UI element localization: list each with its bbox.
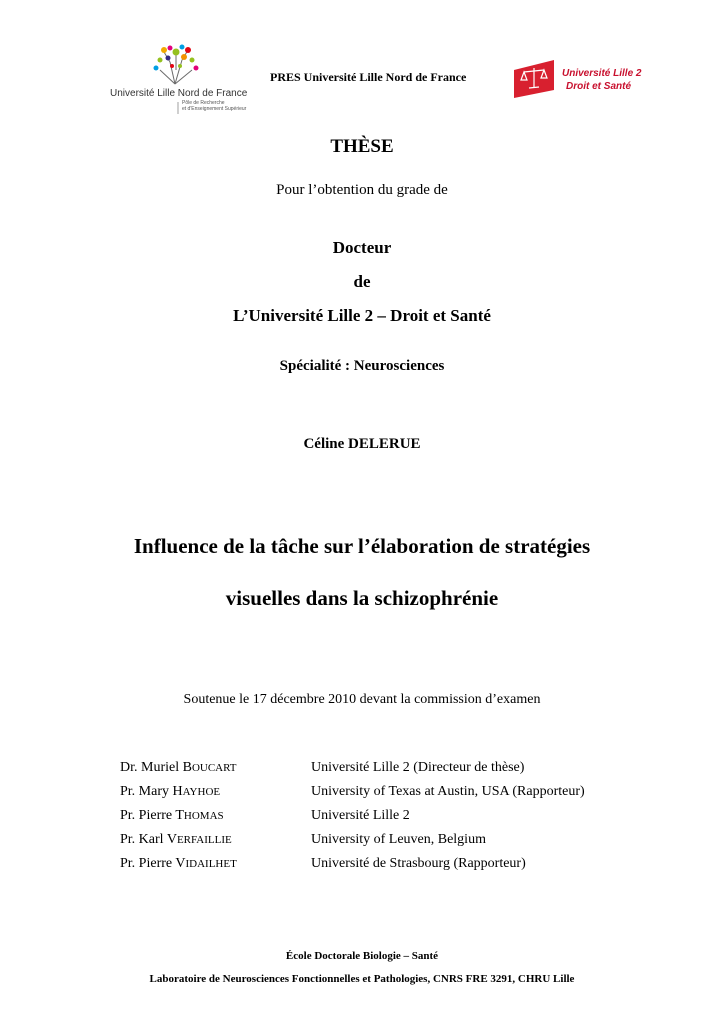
jury-member-surname: ERFAILLIE bbox=[176, 834, 232, 846]
jury-member-surname-initial: H bbox=[172, 784, 183, 799]
pres-label: PRES Université Lille Nord de France bbox=[270, 70, 467, 84]
logo-subcaption bbox=[182, 100, 246, 112]
thesis-heading: THÈSE bbox=[330, 136, 394, 157]
jury-member-name bbox=[120, 808, 224, 824]
jury-member-name bbox=[120, 856, 237, 872]
jury-row bbox=[120, 784, 680, 808]
universite-lille-nord-logo bbox=[110, 40, 250, 115]
lille2-logo-line-1: Université Lille 2 bbox=[562, 68, 642, 79]
defense-date-line: Soutenue le 17 décembre 2010 devant la commission d’examen bbox=[183, 692, 541, 707]
jury-member-name bbox=[120, 784, 220, 800]
doctoral-school: École Doctorale Biologie – Santé bbox=[285, 950, 439, 962]
scales-of-justice-icon bbox=[510, 60, 558, 98]
jury-member-surname-initial: T bbox=[175, 808, 184, 823]
author-name: Céline DELERUE bbox=[303, 436, 421, 452]
jury-member-title: Pr. Pierre bbox=[120, 856, 176, 871]
jury-member-surname-initial: V bbox=[175, 856, 186, 871]
jury-member-surname: HOMAS bbox=[183, 810, 224, 822]
laboratory-line: Laboratoire de Neurosciences Fonctionnelles et Pathologies, CNRS FRE 3291, CHRU Lille bbox=[149, 973, 575, 985]
speciality-line: Spécialité : Neurosciences bbox=[279, 358, 445, 374]
jury-member-surname: AYHOE bbox=[182, 786, 221, 798]
jury-row bbox=[120, 856, 680, 880]
jury-list bbox=[120, 760, 680, 880]
jury-member-title: Pr. Karl bbox=[120, 832, 167, 847]
jury-member-affiliation: Université de Strasbourg (Rapporteur) bbox=[311, 856, 526, 871]
degree-connector: de bbox=[353, 272, 371, 291]
logo-caption: Université Lille Nord de France bbox=[110, 88, 248, 99]
jury-row bbox=[120, 808, 680, 832]
logo-subcaption-line-2: et d'Enseignement Supérieur bbox=[182, 106, 247, 112]
jury-member-surname-initial: B bbox=[182, 760, 192, 775]
jury-member-affiliation: Université Lille 2 (Directeur de thèse) bbox=[311, 760, 525, 775]
jury-member-affiliation: University of Leuven, Belgium bbox=[311, 832, 486, 847]
jury-member-surname: IDAILHET bbox=[185, 858, 237, 870]
jury-row bbox=[120, 760, 680, 784]
logo-subcaption-line-1: Pôle de Recherche bbox=[182, 100, 225, 106]
jury-member-surname-initial: V bbox=[166, 832, 177, 847]
jury-member-surname: OUCART bbox=[191, 762, 237, 774]
jury-member-title: Pr. Pierre bbox=[120, 808, 176, 823]
jury-member-title: Dr. Muriel bbox=[120, 760, 183, 775]
lille2-logo-line-2: Droit et Santé bbox=[566, 81, 632, 92]
jury-member-name bbox=[120, 832, 232, 848]
jury-member-affiliation: Université Lille 2 bbox=[311, 808, 410, 823]
jury-row bbox=[120, 832, 680, 856]
jury-member-affiliation: University of Texas at Austin, USA (Rapporteur) bbox=[311, 784, 585, 799]
university-name: L’Université Lille 2 – Droit et Santé bbox=[233, 306, 491, 325]
degree-title: Docteur bbox=[332, 238, 392, 257]
jury-member-name bbox=[120, 760, 237, 776]
lille2-logo-text bbox=[562, 67, 641, 93]
thesis-title-line-2: visuelles dans la schizophrénie bbox=[225, 586, 499, 610]
universite-lille2-logo bbox=[510, 60, 640, 102]
obtention-line: Pour l’obtention du grade de bbox=[276, 182, 448, 198]
jury-member-title: Pr. Mary bbox=[120, 784, 173, 799]
thesis-title-line-1: Influence de la tâche sur l’élaboration de stratégies bbox=[133, 534, 591, 558]
